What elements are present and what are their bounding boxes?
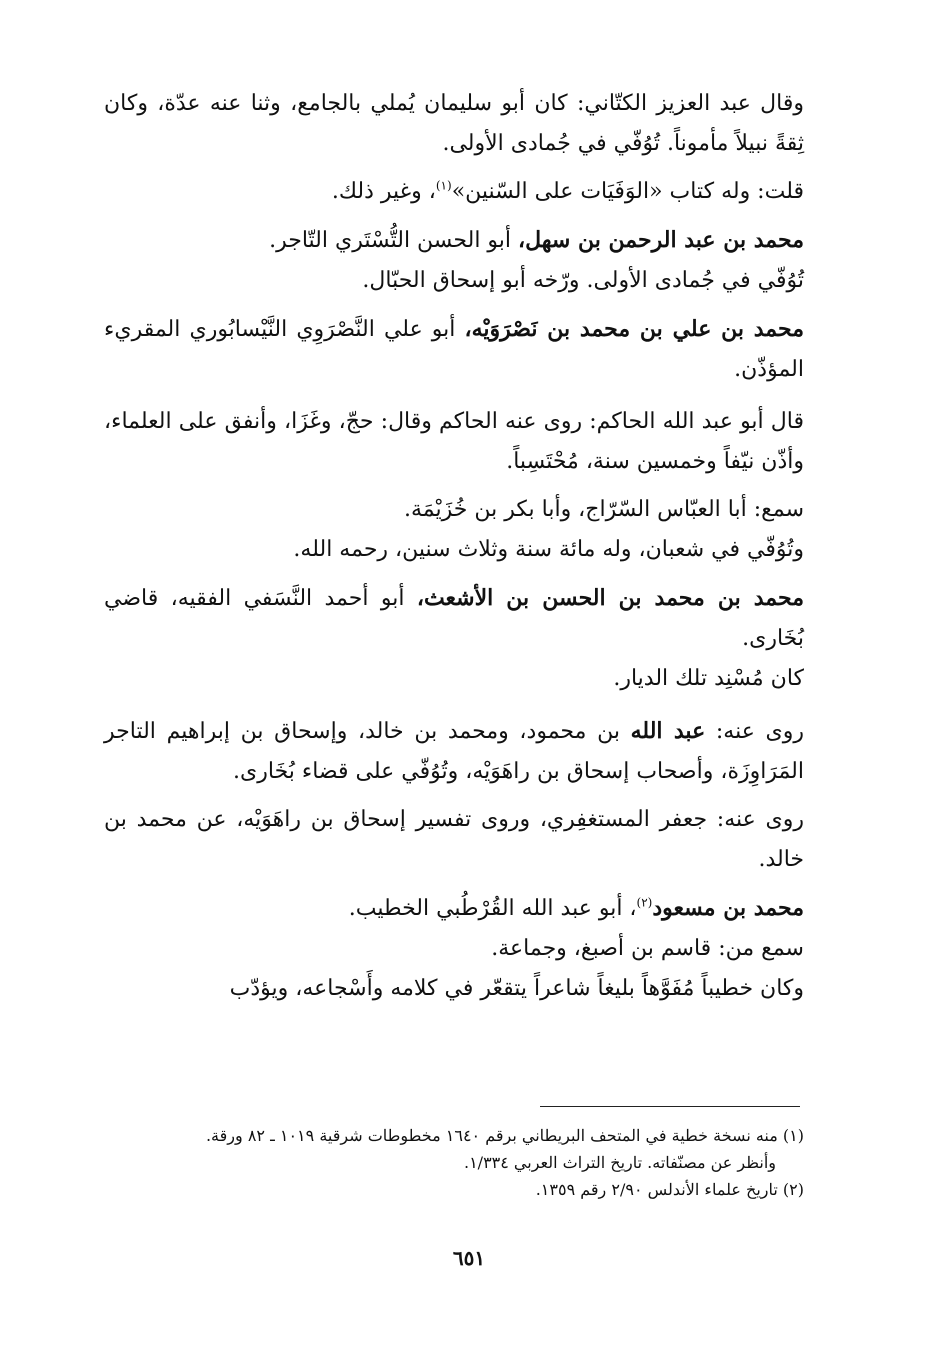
paragraph-15: وكان خطيباً مُفَوَّهاً بليغاً شاعراً يتقعّر في كلامه وأَسْجاعه، ويؤدّب bbox=[229, 976, 804, 1001]
footnotes bbox=[104, 1122, 804, 1203]
paragraph-11 bbox=[104, 711, 804, 792]
paragraph-11-bold: عبد الله bbox=[630, 718, 706, 744]
paragraph-10: كان مُسْنِد تلك الديار. bbox=[613, 666, 804, 691]
footnote-2: (٢) تاريخ علماء الأندلس ٢/٩٠ رقم ١٣٥٩. bbox=[535, 1180, 804, 1199]
main-text bbox=[104, 84, 804, 1009]
paragraph-2-text: قلت: وله كتاب «الوَفَيَات على السّنين» bbox=[451, 179, 804, 204]
paragraph-7: سمع: أبا العبّاس السّرّاج، وأبا بكر بن خُزَيْمَة. bbox=[404, 497, 804, 522]
footnote-1-line-2: وأنظر عن مصنّفاته. تاريخ التراث العربي ١/٣٣٤. bbox=[463, 1153, 776, 1172]
paragraph-6: قال أبو عبد الله الحاكم: روى عنه الحاكم وقال: حجّ، وغَزَا، وأنفق على العلماء، وأذّن نيّفاً وخمسين سنة، مُحْتَسِباً. bbox=[104, 409, 804, 474]
entry-name-2: محمد بن علي بن محمد بن نَصْرَوَيْه، bbox=[464, 316, 804, 342]
entry-heading-1 bbox=[104, 220, 804, 261]
entry-desc-3: أبو أحمد النَّسَفي الفقيه، قاضي بُخَارى. bbox=[104, 586, 804, 651]
entry-name-4: محمد بن مسعود bbox=[652, 895, 804, 921]
paragraph-11-a: روى عنه: bbox=[705, 719, 805, 744]
paragraph-11-b: بن محمود، ومحمد بن خالد، وإسحاق بن إبراهيم التاجر المَرَاوِزَة، وأصحاب إسحاق بن راهَوَيْه، وتُوُفّي على قضاء بُخَارى. bbox=[104, 719, 804, 784]
paragraph-14: سمع من: قاسم بن أصبغ، وجماعة. bbox=[491, 936, 804, 961]
entry-desc-2: أبو علي النَّصْرَوِي النَّيْسابُوري المقريء المؤذّن. bbox=[104, 317, 804, 382]
entry-heading-2 bbox=[104, 309, 804, 390]
entry-name-1: محمد بن عبد الرحمن بن سهل، bbox=[518, 227, 804, 253]
footnote-ref-2[interactable]: (٢) bbox=[636, 895, 653, 910]
footnote-ref-1[interactable]: (١) bbox=[435, 178, 452, 193]
entry-desc-1: أبو الحسن التُّسْتَري التّاجر. bbox=[269, 228, 519, 253]
paragraph-4: تُوُفّي في جُمادى الأولى. ورّخه أبو إسحاق الحبّال. bbox=[362, 268, 804, 293]
paragraph-12: روى عنه: جعفر المستغفِري، وروى تفسير إسحاق بن راهَوَيْه، عن محمد بن خالد. bbox=[104, 807, 804, 872]
entry-heading-4 bbox=[104, 888, 804, 929]
page-number: ٦٥١ bbox=[452, 1246, 486, 1270]
entry-heading-3 bbox=[104, 578, 804, 659]
paragraph-8: وتُوُفّي في شعبان، وله مائة سنة وثلاث سنين، رحمه الله. bbox=[293, 537, 804, 562]
footnote-divider bbox=[540, 1106, 800, 1107]
paragraph-1: وقال عبد العزيز الكتّاني: كان أبو سليمان يُملي بالجامع، وثنا عنه عدّة، وكان ثِقةً نبيلاً مأموناً. تُوُفّي في جُمادى الأولى. bbox=[104, 91, 804, 156]
entry-name-3: محمد بن محمد بن الحسن بن الأشعث، bbox=[416, 585, 804, 611]
paragraph-2 bbox=[104, 172, 804, 212]
paragraph-2-end: ، وغير ذلك. bbox=[331, 179, 436, 204]
footnote-1-line-1: (١) منه نسخة خطية في المتحف البريطاني برقم ١٦٤٠ مخطوطات شرقية ١٠١٩ ـ ٨٢ ورقة. bbox=[205, 1126, 804, 1145]
entry-desc-4: ، أبو عبد الله القُرْطُبي الخطيب. bbox=[348, 896, 637, 921]
